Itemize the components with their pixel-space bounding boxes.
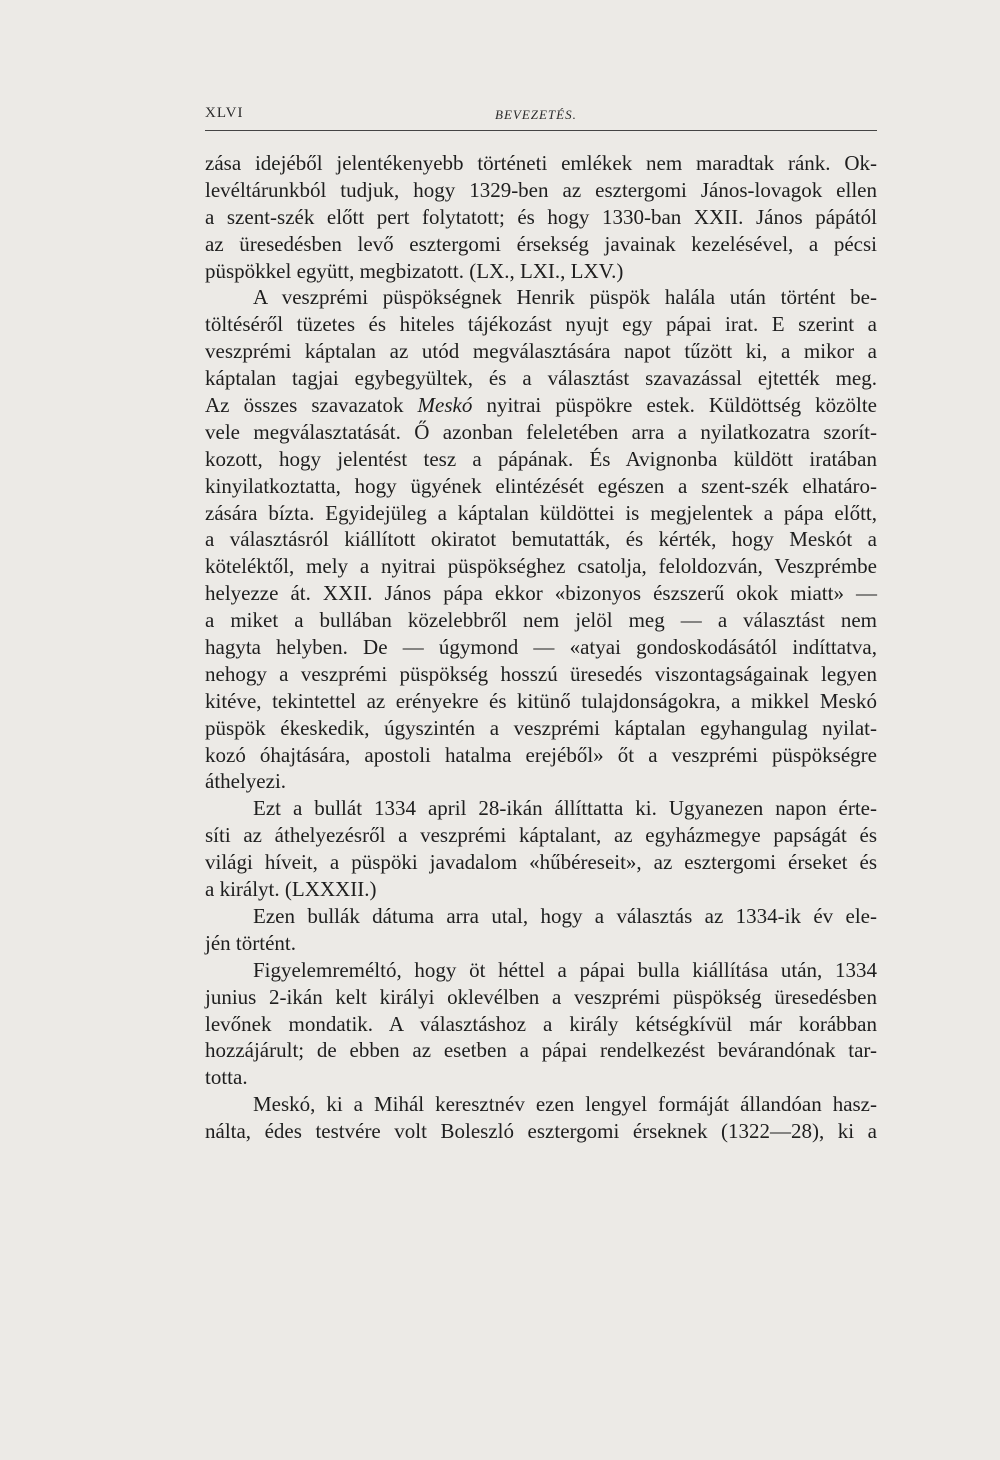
- text-line: zása idejéből jelentékenyebb történeti emlékek nem maradtak ránk. Ok-: [205, 151, 877, 175]
- text-line: levőnek mondatik. A választáshoz a király kétségkívül már korábban: [205, 1011, 877, 1036]
- text-fragment: Az összes szavazatok: [205, 393, 404, 418]
- text-line: veszprémi káptalan az utód megválasztására napot tűzött ki, a mikor a: [205, 339, 877, 364]
- text-line: az üresedésben levő esztergomi érsekség javainak kezelésével, a pécsi: [205, 231, 877, 256]
- text-line: vele megválasztatását. Ő azonban feleletében arra a nyilatkozatra szorít-: [205, 419, 877, 444]
- text-line: helyezze át. XXII. János pápa ekkor «bizonyos észszerű okok miatt» —: [205, 581, 877, 606]
- text-line: a miket a bullában közelebbről nem jelöl meg — a választást nem: [205, 608, 877, 633]
- text-line: totta.: [205, 1065, 248, 1090]
- text-line: kinyilatkoztatta, hogy ügyének elintézését egészen a szent-szék elhatáro-: [205, 473, 877, 498]
- running-title: BEVEZETÉS.: [495, 107, 577, 122]
- text-line: síti az áthelyezésről a veszprémi káptalant, az egyházmegye papságát és: [205, 823, 877, 848]
- text-fragment: nyitrai püspökre estek. Küldöttség közölte: [486, 393, 877, 418]
- text-line: áthelyezi.: [205, 769, 287, 794]
- text-line: jén történt.: [205, 930, 296, 955]
- text-line: hozzájárult; de ebben az esetben a pápai rendelkezést bevárandónak tar-: [205, 1038, 877, 1063]
- text-line: püspökkel együtt, megbizatott. (LX., LXI., LXV.): [205, 258, 624, 283]
- text-line: káptalan tagjai egybegyültek, és a választást szavazással ejtették meg.: [205, 366, 877, 391]
- text-line: junius 2-ikán kelt királyi oklevélben a veszprémi püspökség üresedésben: [205, 984, 877, 1009]
- body-text: [205, 150, 877, 1145]
- text-line: töltéséről tüzetes és hiteles tájékozást nyujt egy pápai irat. E szerint a: [205, 312, 877, 337]
- text-line: kozó óhajtására, apostoli hatalma erejéből» őt a veszprémi püspökségre: [205, 742, 877, 767]
- text-line: a szent-szék előtt pert folytatott; és hogy 1330-ban XXII. János pápától: [205, 204, 877, 229]
- text-line: A veszprémi püspökségnek Henrik püspök halála után történt be-: [253, 285, 877, 310]
- text-line: nálta, édes testvére volt Boleszló esztergomi érseknek (1322—28), ki a: [205, 1119, 877, 1144]
- text-line: [205, 392, 877, 419]
- text-line: a választásról kiállított okiratot bemutatták, és kérték, hogy Meskót a: [205, 527, 877, 552]
- header-rule: [205, 130, 877, 131]
- page-header: [205, 105, 877, 127]
- text-line: világi híveit, a püspöki javadalom «hűbéreseit», az esztergomi érseket és: [205, 850, 877, 875]
- text-line: Ezen bullák dátuma arra utal, hogy a választás az 1334-ik év ele-: [253, 903, 877, 928]
- text-line: levéltárunkból tudjuk, hogy 1329-ben az esztergomi János-lovagok ellen: [205, 177, 877, 202]
- text-line: püspök ékeskedik, úgyszintén a veszprémi káptalan egyhangulag nyilat-: [205, 715, 877, 740]
- text-line: a királyt. (LXXXII.): [205, 877, 377, 902]
- text-line: hagyta helyben. De — úgymond — «atyai gondoskodásától indíttatva,: [205, 635, 877, 660]
- text-line: kozott, hogy jelentést tesz a pápának. És Avignonba küldött iratában: [205, 446, 877, 471]
- text-line: kitéve, tekintettel az erényekre és kitünő tulajdonságokra, a mikkel Meskó: [205, 688, 877, 713]
- italic-name: Meskó: [417, 393, 473, 418]
- text-line: köteléktől, mely a nyitrai püspökséghez csatolja, feloldozván, Veszprémbe: [205, 554, 877, 579]
- text-line: Ezt a bullát 1334 april 28-ikán állíttatta ki. Ugyanezen napon érte-: [253, 796, 877, 821]
- text-line: nehogy a veszprémi püspökség hosszú üresedés viszontagságainak legyen: [205, 661, 877, 686]
- text-line: Meskó, ki a Mihál keresztnév ezen lengyel formáját állandóan hasz-: [253, 1092, 877, 1117]
- text-line: Figyelemreméltó, hogy öt héttel a pápai bulla kiállítása után, 1334: [253, 957, 877, 982]
- page-number: XLVI: [205, 105, 244, 121]
- text-line: zására bízta. Egyidejüleg a káptalan küldöttei is megjelentek a pápa előtt,: [205, 500, 877, 525]
